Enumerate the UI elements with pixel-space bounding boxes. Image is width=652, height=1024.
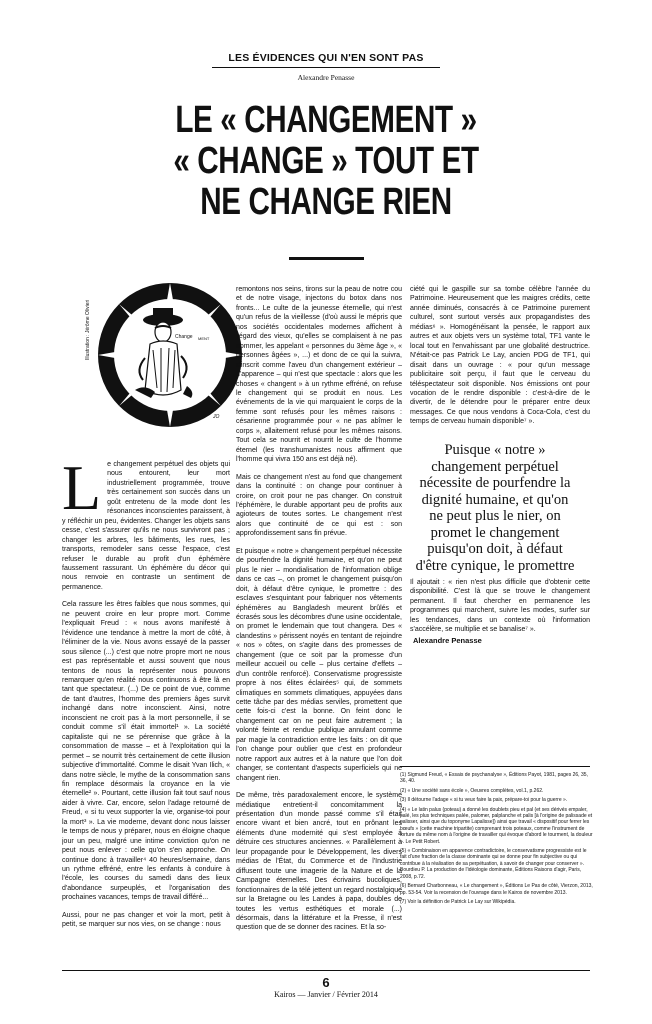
notes-rule bbox=[400, 766, 590, 767]
pull-quote: Puisque « notre » changement perpétuel nécessite de pourfendre la dignité humaine, et qu'on ne peut plus le nier, on promet le changement puisqu'on doit, à défaut d'être cynique, le promettre bbox=[415, 442, 575, 574]
footnote: (6) Bernard Charbonneau, « Le changement », Éditions Le Pas de côté, Vierzon, 2013, pp. 53-54. Voir la recension de l'ouvrage dans le Kairos de novembre 2013. bbox=[400, 883, 593, 896]
kicker-rule bbox=[212, 67, 440, 68]
footnote: (5) « Combinaison en apparence contradictoire, le conservatisme progressiste est le fait d'une fraction de la classe dominante qui se donne pour fin subjective ou qui contribue à la réalisation de sa perpétuation, à savoir de changer pour conserver ». Bourdieu P. La production de l'idéologie dominante, Éditions Raisons d'agir, Paris, 2008, p.72. bbox=[400, 848, 587, 880]
footnote: (3) Il détourne l'adage « si tu veux faire la paix, prépare-toi pour la guerre ». bbox=[400, 797, 568, 804]
issue-info: Kairos — Janvier / Février 2014 bbox=[274, 990, 378, 999]
footnote: (4) « Le latin palus (poteau) a donné les doublets pieu et pal (et ses dérivés empaler, palé, les plus techniques palée, palomer, palplanche et palis [à l'origine de palissade et palisser, ainsi que du toponyme Lapalisse]) ainsi que travail « dispositif pour ferrer les bœufs » (cette machine tripartite) comprenant trois poteaux, comme l'instrument de torture du même nom à l'origine de travailler qui évoque d'abord le tourment, la douleur ». Le Petit Robert. bbox=[400, 806, 593, 845]
column-3 bbox=[410, 285, 590, 445]
paragraph: ciété qui le gaspille sur sa tombe célèbre l'année du Patrimoine. Heureusement que les maigres crédits, cette année diminués, consacrés à ce Patrimoine purement culturel, sont surtout versés aux propagandistes des médias⁶ ». Homogénéisant la pensée, le rapport aux autres et aux objets vers un système total, TF1 vante le local tout en l'envahissant par une globalité destructrice. N'était-ce pas Patrick Le Lay, ancien PDG de TF1, qui disait dans un ouvrage : « pour qu'un message publicitaire soit perçu, il faut que le cerveau du téléspectateur soit disponible. Nos émissions ont pour vocation de le rendre disponible : c'est-à-dire de le divertir, de le détendre pour le préparer entre deux messages. Ce que nous vendons à Coca-Cola, c'est du temps de cerveau humain disponible⁷ ». bbox=[410, 286, 590, 426]
footnotes bbox=[400, 772, 593, 908]
column-3-continued bbox=[410, 578, 590, 634]
section-kicker: LES ÉVIDENCES QUI N'EN SONT PAS bbox=[228, 52, 424, 64]
illustration-credit: Illustration : Jérôme Olivieri bbox=[85, 299, 91, 360]
paragraph bbox=[62, 460, 230, 592]
title-line-3: NE CHANGE RIEN bbox=[200, 181, 452, 223]
column-1 bbox=[62, 460, 230, 948]
footnote: (7) Voir la définition de Patrick Le Lay sur Wikipédia. bbox=[400, 898, 516, 905]
footer-rule bbox=[62, 970, 590, 971]
title-line-2: « CHANGE » TOUT ET bbox=[173, 140, 479, 182]
page-number: 6 bbox=[322, 975, 330, 990]
title-rule bbox=[289, 257, 364, 260]
byline: Alexandre Penasse bbox=[297, 73, 355, 82]
paragraph: Il ajoutait : « rien n'est plus difficile que d'obtenir cette disponibilité. C'est là que se trouve le changement permanent. Il faut chercher en permanence les programmes qui marchent, suivre les modes, surfer sur les tendances, dans un contexte où l'information s'accélère, se multiplie et se banalise⁷ ». bbox=[410, 579, 590, 634]
drop-cap: L bbox=[62, 460, 102, 523]
paragraph: De même, très paradoxalement encore, le système médiatique entretient-il concomitamment la présentation d'un monde passé comme s'il était encore vivant et bien ancré, tout en prônant les éléments d'une modernité qui s'est employée à détruire ces structures anciennes. « Parallèlement à leur propagande pour le Développement, les divers médias de l'État, du Commerce et de l'Industrie diffusent toute une imagerie de la Nature et de la Campagne éternelles. Des écrivains bucoliques, fonctionnaires de la télé jettent un regard nostalgique sur la Bretagne ou les Landes à papa, doubles de toutes les vertus esthétiques et morale (...) désormais, dans la littérature et la Presse, il n'est question que de se donner des racines. Et la so- bbox=[236, 792, 402, 932]
paragraph: Mais ce changement n'est au fond que changement dans la continuité : on change pour continuer à croire, on croit pour ne pas changer. On construit l'éphémère, le durable apportant peu de profits aux agioteurs de toutes sortes. Le changement n'est alors que continuité de ce qui est : son approfondissement sans fin prévue. bbox=[236, 473, 402, 538]
illustration-label: Change bbox=[175, 334, 193, 340]
title-line-1: LE « CHANGEMENT » bbox=[175, 99, 477, 141]
paragraph: remontons nos seins, tirons sur la peau de notre cou et de notre visage, injectons du botox dans nos fronts... Le culte de la jeunesse éternelle, qui n'est qu'un refus de la vieillesse (d'où aussi le mépris que nos sociétés occidentales modernes affichent à l'égard des vieux, qu'elles se complaisent à ne pas nommer, les appelant « personnes du 3ème âge », « personnes âgées », ...) et donc de ce qui la suivra, s'inscrit comme l'aveu d'un changement extérieur – d'apparence – qui n'est que spectacle : alors que les choses « changent » à un rythme effréné, on refuse le changement qui se produit en nous. Les événements de la vie qui marquaient le corps de la femme sont refusés pour les mêmes raisons : césarienne programmée pour « ne pas abîmer le corps », allaitement refusé pour les mêmes raisons. Tout cela se nourrit et nourrit le culte de l'homme éternel (les transhumanistes nous affirment que l'homme qui vivra 150 ans est déjà né). bbox=[236, 286, 402, 464]
footnote: (2) « Une société sans école », Oeuvres complètes, vol.1, p.262. bbox=[400, 787, 544, 794]
artist-signature: JO bbox=[213, 414, 220, 420]
illustration-label-2: MENT bbox=[198, 336, 210, 341]
illustration bbox=[95, 280, 245, 430]
paragraph: Et puisque « notre » changement perpétuel nécessite de pourfendre la dignité humaine, et qu'on ne peut plus le nier – mondialisation de l'information oblige dans ce cas –, on promet le changement puisqu'on doit, à défaut d'être cynique, le promettre : des esclaves s'esquintant pour fabriquer nos vêtements éphémères au Bangladesh meurent brûlés et écrasés sous les décombres d'une usine occidentale, on promet le lendemain que tout changera. Des « clandestins » périssent noyés en tentant de rejoindre « nos » côtes, on s'agite dans des promesses de changement (que ce soit par la promesse d'un meilleur accueil ou celle – plus certaine d'effets – d'un contrôle renforcé). Conservatisme progressiste propre à nos élites éclairées⁵ qui, de sommets climatiques en sommets climatiques, appuyées dans cette tâche par des médias serviles, promettent que cette fois-ci c'est la bonne. On feint donc le changement car on ne peut faire autrement ; la volonté feinte et rendue publique annulant comme par magie la contradiction entre les faits : on dit que l'on change pour oublier que c'est en profondeur notre rapport aux autres et à la nature que l'on doit changer, se contentant d'aspects superficiels qui ne changent rien. bbox=[236, 547, 402, 782]
author-signature: Alexandre Penasse bbox=[413, 636, 482, 645]
paragraph-text: e changement perpétuel des objets qui nous entourent, leur mort industriellement programmée, trouve très certainement son succès dans un goût entretenu de la mode dont les résonances inconscientes paraissent, à y réfléchir un peu, évidentes. Changer les objets sans cesse, c'est s'assurer qu'ils ne nous survivront pas ; changer les arbres, les bâtiments, les rues, les transports, remodeler sans cesse l'espace, c'est refuser le durable au profit d'un éphémère faussement rassurant. Un éphémère du décor qui nous renvoie en contraste un sentiment de permanence. bbox=[62, 461, 230, 591]
paragraph: Cela rassure les êtres faibles que nous sommes, qui ne peuvent croire en leur propre mort. Comme l'expliquait Freud : « nous avons manifesté à l'évidence une tendance à mettre la mort de côté, à l'éliminer de la vie. Nous avons essayé de la passer sous silence (...) c'est que notre propre mort ne nous est pas représentable et aussi souvent que nous tentons de nous la représenter nous pouvons remarquer qu'en réalité nous continuons à être là en tant que spectateur. (...) De ce point de vue, comme de tant d'autres, l'homme des premiers âges survit inchangé dans notre inconscient. Ainsi, notre inconscient ne croit pas à la mort personnelle, il se conduit comme s'il était immortel¹ ». La société capitaliste qui ne se pérennise que grâce à la consommation de masse – et à l'exploitation qui la permet – se nourrit très certainement de cette illusion subjective d'immortalité. Comme le disait Yvan Ilich, « dans notre siècle, le mythe de la consommation sans fin remplace désormais la croyance en la vie éternelle² ». Pourtant, cette illusion fait tout sauf nous aider à vivre. Car, encore, selon l'adage retourné de Freud, « si tu veux supporter la vie, organise-toi pour la mort³ ». La vie moderne, devant donc nous laisser le temps de nous y préparer, nous en éloigne chaque jour un peu, malgré une intime conviction qu'on ne peut nous enlever : celle qu'on s'en approche. On continue donc à travailler⁴ 40 heures/semaine, dans un rythme effréné, entre les enfants à conduire à l'école, les courses du samedi dans des lieux d'abondance surpeuplés, et l'organisation des prochaines vacances, temps de travail différé... bbox=[62, 601, 230, 902]
article-title bbox=[72, 100, 581, 223]
column-2 bbox=[236, 285, 402, 948]
footnote: (1) Sigmund Freud, « Essais de psychanalyse », Éditions Payot, 1981, pages 26, 35, 36, 40. bbox=[400, 772, 588, 785]
paragraph: Aussi, pour ne pas changer et voir la mort, petit à petit, se marquer sur nos vies, on se change : nous bbox=[62, 911, 230, 929]
